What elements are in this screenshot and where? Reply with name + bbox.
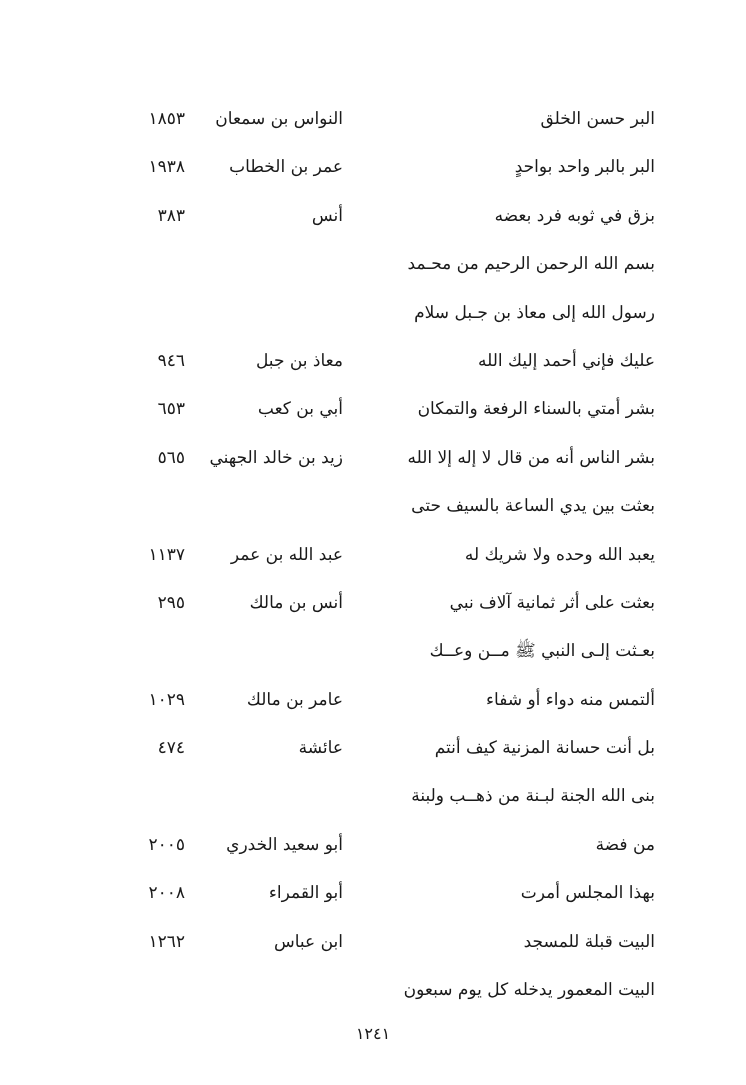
hadith-text: بعـثت إلـى النبي ﷺ مــن وعــك (429, 641, 655, 662)
hadith-number: ١٢٦٢ (148, 931, 185, 952)
hadith-text: ألتمس منه دواء أو شفاء (486, 689, 655, 710)
index-entry-row (110, 482, 655, 530)
hadith-text: بشر أمتي بالسناء الرفعة والتمكان (417, 399, 655, 420)
hadith-number: ١١٣٧ (148, 544, 185, 565)
hadith-text: البر حسن الخلق (540, 109, 655, 129)
index-entry-row (110, 772, 655, 820)
hadith-index-table (110, 95, 655, 1014)
hadith-number: ٦٥٣ (157, 399, 185, 420)
hadith-text: بعثت بين يدي الساعة بالسيف حتى (411, 496, 655, 517)
hadith-text: بشر الناس أنه من قال لا إله إلا الله (407, 447, 655, 468)
index-entry-row (110, 289, 655, 337)
narrator-name: معاذ بن جبل (255, 350, 343, 371)
page-number: ١٢٤١ (355, 1024, 391, 1043)
narrator-name: ابن عباس (273, 931, 343, 952)
hadith-number: ٩٤٦ (157, 350, 185, 371)
hadith-number: ٢٠٠٥ (148, 834, 185, 855)
hadith-text: رسول الله إلى معاذ بن جـبل سلام (414, 302, 655, 323)
hadith-number: ٣٨٣ (157, 205, 185, 226)
narrator-name: النواس بن سمعان (215, 109, 343, 129)
narrator-name: أنس (311, 205, 343, 226)
narrator-name: عامر بن مالك (246, 689, 343, 710)
hadith-number: ٤٧٤ (157, 738, 185, 759)
hadith-text: من فضة (595, 834, 655, 855)
narrator-name: عائشة (298, 738, 343, 759)
narrator-name: أبي بن كعب (257, 399, 343, 420)
index-entry-row (110, 579, 655, 627)
hadith-number: ١٠٢٩ (148, 689, 185, 710)
index-entry-row (110, 869, 655, 917)
index-entry-row (110, 966, 655, 1014)
hadith-text: بل أنت حسانة المزنية كيف أنتم (434, 738, 655, 759)
hadith-text: بعثت على أثر ثمانية آلاف نبي (449, 592, 655, 613)
hadith-number: ١٨٥٣ (148, 109, 185, 129)
hadith-text: يعبد الله وحده ولا شريك له (464, 544, 655, 565)
index-entry-row (110, 676, 655, 724)
narrator-name: أبو سعيد الخدري (226, 834, 343, 855)
index-entry-row (110, 143, 655, 191)
hadith-text: بهذا المجلس أمرت (520, 883, 655, 904)
hadith-text: بنى الله الجنة لبـنة من ذهــب ولبنة (411, 786, 655, 807)
hadith-text: بسم الله الرحمن الرحيم من محـمد (407, 254, 655, 275)
hadith-text: بزق في ثوبه فرد بعضه (494, 205, 655, 226)
index-entry-row (110, 95, 655, 143)
hadith-number: ٢٠٠٨ (148, 883, 185, 904)
index-entry-row (110, 627, 655, 675)
hadith-text: البيت المعمور يدخله كل يوم سبعون (403, 980, 655, 1001)
hadith-number: ١٩٣٨ (148, 157, 185, 178)
index-entry-row (110, 434, 655, 482)
hadith-number: ٥٦٥ (157, 447, 185, 468)
narrator-name: أبو القمراء (268, 883, 343, 904)
hadith-text: البر بالبر واحد بواحدٍ (514, 157, 655, 178)
narrator-name: زيد بن خالد الجهني (209, 447, 343, 468)
index-entry-row (110, 531, 655, 579)
index-entry-row (110, 192, 655, 240)
narrator-name: عبد الله بن عمر (230, 544, 343, 565)
hadith-text: عليك فإني أحمد إليك الله (477, 350, 655, 371)
index-entry-row (110, 724, 655, 772)
index-entry-row (110, 385, 655, 433)
index-entry-row (110, 821, 655, 869)
index-entry-row (110, 337, 655, 385)
narrator-name: عمر بن الخطاب (229, 157, 343, 178)
index-entry-row (110, 918, 655, 966)
hadith-text: البيت قبلة للمسجد (523, 931, 655, 952)
index-entry-row (110, 240, 655, 288)
hadith-number: ٢٩٥ (157, 592, 185, 613)
narrator-name: أنس بن مالك (249, 592, 343, 613)
